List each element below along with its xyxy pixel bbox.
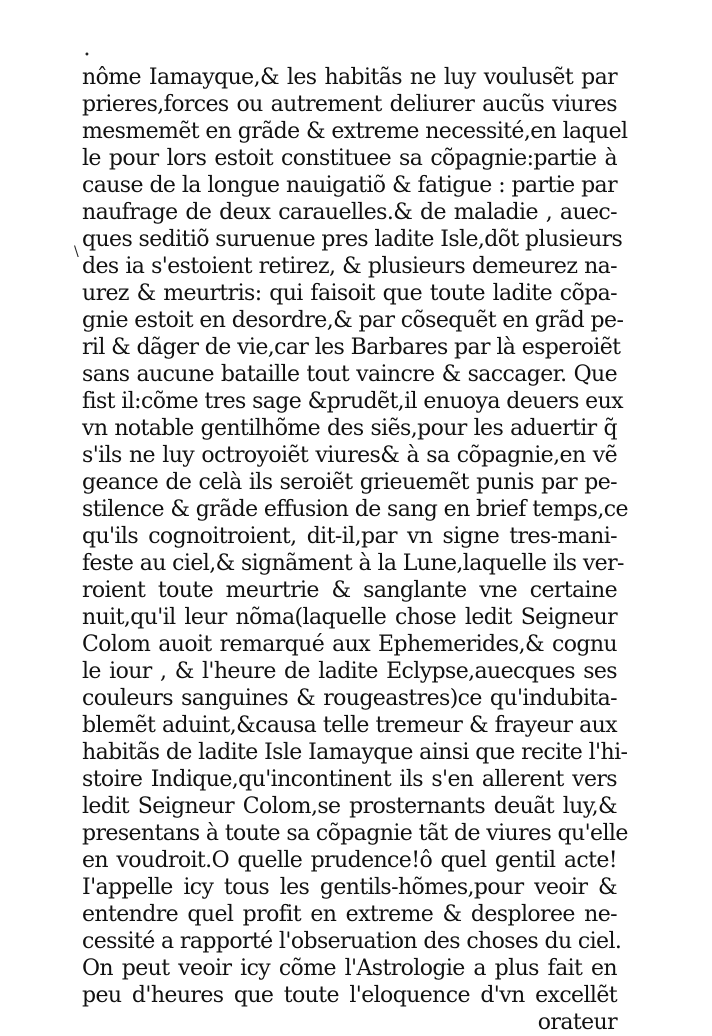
text-line: naufrage de deux carauelles.& de maladie , auec- [82,200,617,225]
text-line: gnie estoit en desordre,& par cõsequẽt en grãd pe- [82,308,624,333]
text-line: stoire Indique,qu'incontinent ils s'en allerent vers [82,767,617,792]
text-line: roient toute meurtrie & sanglante vne certaine [82,578,617,603]
text-line: des ia s'estoient retirez, & plusieurs demeurez na- [82,254,617,279]
text-line: feste au ciel,& signãment à la Lune,laquelle ils ver- [82,551,624,576]
text-line: ques seditiõ suruenue pres ladite Isle,dõt plusieurs [82,227,623,252]
text-line: blemẽt aduint,&causa telle tremeur & frayeur aux [82,713,617,738]
text-line: Colom auoit remarqué aux Ephemerides,& cognu [82,632,617,657]
text-line: le pour lors estoit constituee sa cõpagnie:partie à [82,146,617,171]
text-line: couleurs sanguines & rougeastres)ce qu'indubita- [82,686,617,711]
text-line: cessité a rapporté l'obseruation des choses du ciel. [82,929,622,954]
text-line: presentans à toute sa cõpagnie tãt de viures qu'elle [82,821,628,846]
text-line: nôme Iamayque,& les habitãs ne luy voulusẽt par [82,65,617,90]
text-line: qu'ils cognoitroient, dit-il,par vn signe tres-mani- [82,524,617,549]
text-line: peu d'heures que toute l'eloquence d'vn excellẽt [82,983,617,1008]
text-line: entendre quel profit en extreme & desploree ne- [82,902,617,927]
text-line: nuit,qu'il leur nõma(laquelle chose ledit Seigneur [82,605,617,630]
text-line: s'ils ne luy octroyoiẽt viures& à sa cõpagnie,en vẽ [82,443,617,468]
text-line: cause de la longue nauigatiõ & fatigue : partie par [82,173,617,198]
text-line: vn notable gentilhõme des siẽs,pour les aduertir q̃ [82,416,617,441]
text-line: sans aucune bataille tout vaincre & saccager. Que [82,362,617,387]
text-line: en voudroit.O quelle prudence!ô quel gentil acte! [82,848,617,873]
text-line: geance de celà ils seroiẽt grieuemẽt punis par pe- [82,470,617,495]
margin-mark: \ [74,244,79,260]
text-line: le iour , & l'heure de ladite Eclypse,auecques ses [82,659,617,684]
text-line: habitãs de ladite Isle Iamayque ainsi que recite l'hi- [82,740,628,765]
ink-mark: • [84,50,90,61]
text-line: prieres,forces ou autrement deliurer aucũs viures [82,92,617,117]
text-line: urez & meurtris: qui faisoit que toute ladite cõpa- [82,281,617,306]
text-line: ril & dãger de vie,car les Barbares par là esperoiẽt [82,335,621,360]
body-text [82,64,628,1036]
text-line: I'appelle icy tous les gentils-hõmes,pour veoir & [82,875,617,900]
text-line: stilence & grãde effusion de sang en brief temps,ce [82,497,628,522]
text-line: fist il:cõme tres sage &prudẽt,il enuoya deuers eux [82,389,623,414]
catchword: orateur [537,1010,617,1035]
text-line: mesmemẽt en grãde & extreme necessité,en laquel [82,119,628,144]
text-line: On peut veoir icy cõme l'Astrologie a plus fait en [82,956,617,981]
text-line: ledit Seigneur Colom,se prosternants deuãt luy,& [82,794,617,819]
